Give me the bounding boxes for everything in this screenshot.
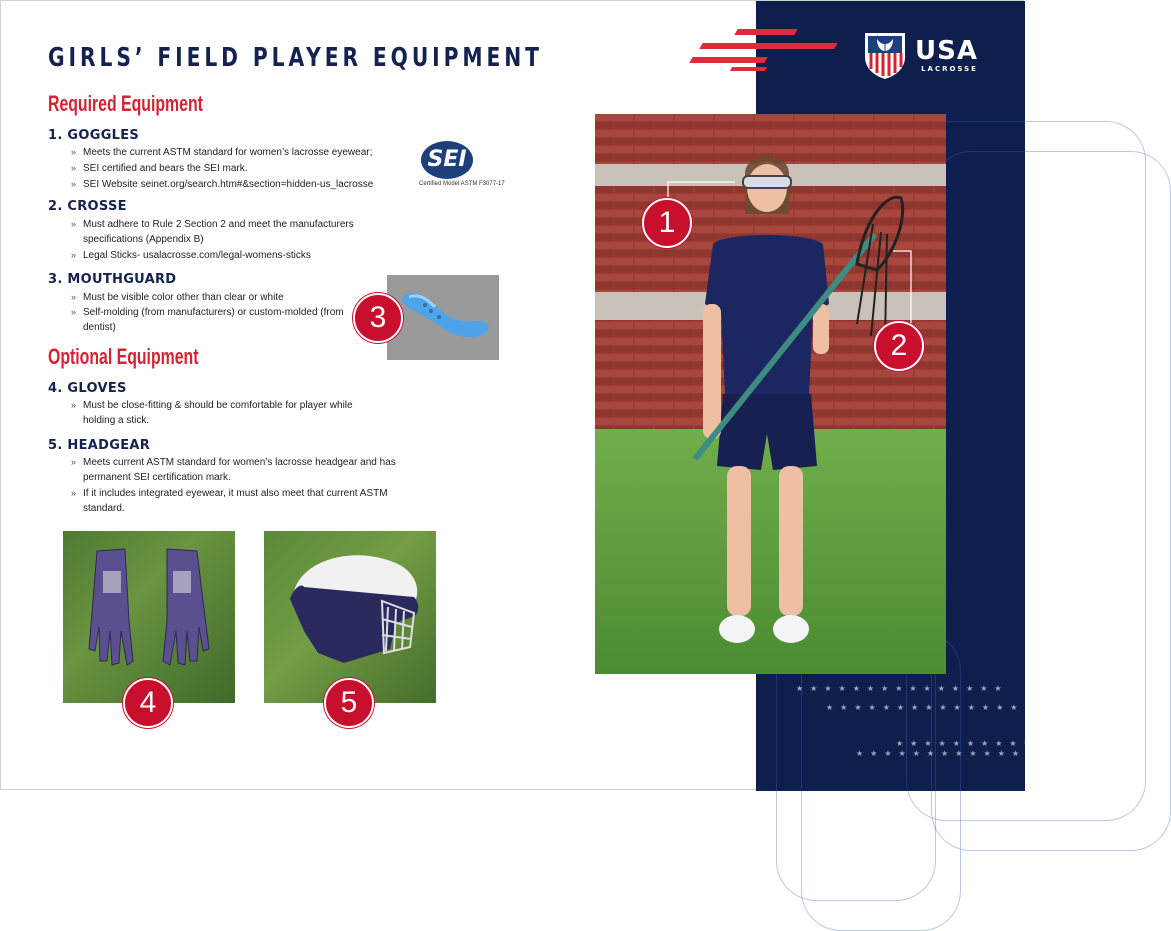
- bullet-marker: »: [71, 307, 77, 317]
- badge-2: 2: [874, 321, 924, 371]
- list-item: [71, 486, 416, 516]
- optional-equipment-heading: Optional Equipment: [48, 344, 199, 369]
- bullet-text: Legal Sticks- usalacrosse.com/legal-womens-sticks: [83, 250, 311, 261]
- bullet-text: SEI certified and bears the SEI mark.: [83, 163, 248, 174]
- bullet-text: SEI Website seinet.org/search.htm#&section=hidden-us_lacrosse: [83, 179, 374, 190]
- bullet-marker: »: [71, 457, 77, 467]
- sei-caption: Certified Model ASTM F3077-17: [419, 181, 505, 187]
- badge-3: 3: [353, 293, 403, 343]
- headgear-heading: 5. HEADGEAR: [48, 438, 151, 453]
- player-photo: [595, 114, 946, 674]
- usa-lacrosse-logo: [863, 31, 978, 81]
- red-stripe: [699, 43, 837, 49]
- required-equipment-heading: Required Equipment: [48, 91, 203, 116]
- logo-subtitle: LACROSSE: [921, 65, 978, 73]
- list-item: [71, 145, 411, 160]
- badge-4: 4: [123, 678, 173, 728]
- list-item: [71, 398, 381, 428]
- bullet-text: If it includes integrated eyewear, it must also meet that current ASTM standard.: [83, 488, 388, 514]
- badge-5: 5: [324, 678, 374, 728]
- bullet-marker: »: [71, 292, 77, 302]
- list-item: [71, 161, 411, 176]
- star-row: ★★★★★★★★★★★★★★★: [796, 684, 1009, 693]
- bullet-text: Must be visible color other than clear or white: [83, 292, 284, 303]
- bullet-text: Must be close-fitting & should be comfortable for player while holding a stick.: [83, 400, 353, 426]
- sei-certification-logo: [419, 141, 529, 187]
- sei-mark: SEI: [421, 141, 473, 179]
- red-stripe: [730, 67, 767, 71]
- list-item: [71, 217, 411, 247]
- goggles-heading: 1. GOGGLES: [48, 128, 140, 143]
- bullet-text: Self-molding (from manufacturers) or custom-molded (from dentist): [83, 307, 344, 333]
- bullet-marker: »: [71, 163, 77, 173]
- page-title: GIRLS’ FIELD PLAYER EQUIPMENT: [48, 43, 543, 73]
- bullet-marker: »: [71, 488, 77, 498]
- bullet-marker: »: [71, 147, 77, 157]
- star-row: ★★★★★★★★★★★★★: [856, 749, 1041, 758]
- red-stripe: [734, 29, 797, 35]
- gloves-heading: 4. GLOVES: [48, 381, 127, 396]
- crosse-heading: 2. CROSSE: [48, 199, 127, 214]
- badge-1: 1: [642, 198, 692, 248]
- mouthguard-photo: [387, 275, 499, 360]
- red-stripe: [689, 57, 767, 63]
- list-item: [71, 455, 416, 485]
- bullet-marker: »: [71, 400, 77, 410]
- bullet-marker: »: [71, 179, 77, 189]
- list-item: [71, 248, 411, 263]
- star-row: ★★★★★★★★★★★: [896, 739, 1052, 748]
- lacrosse-shield-icon: [863, 31, 907, 81]
- bullet-text: Meets current ASTM standard for women’s lacrosse headgear and has permanent SEI certification mark.: [83, 457, 396, 483]
- logo-wordmark: USA: [915, 36, 978, 66]
- bullet-marker: »: [71, 219, 77, 229]
- star-row: ★★★★★★★★★★★★★★: [826, 703, 1025, 712]
- bullet-marker: »: [71, 250, 77, 260]
- bullet-text: Must adhere to Rule 2 Section 2 and meet the manufacturers specifications (Appendix B): [83, 219, 354, 245]
- bullet-text: Meets the current ASTM standard for women’s lacrosse eyewear;: [83, 147, 373, 158]
- list-item: [71, 305, 351, 335]
- mouthguard-heading: 3. MOUTHGUARD: [48, 272, 177, 287]
- list-item: [71, 177, 411, 192]
